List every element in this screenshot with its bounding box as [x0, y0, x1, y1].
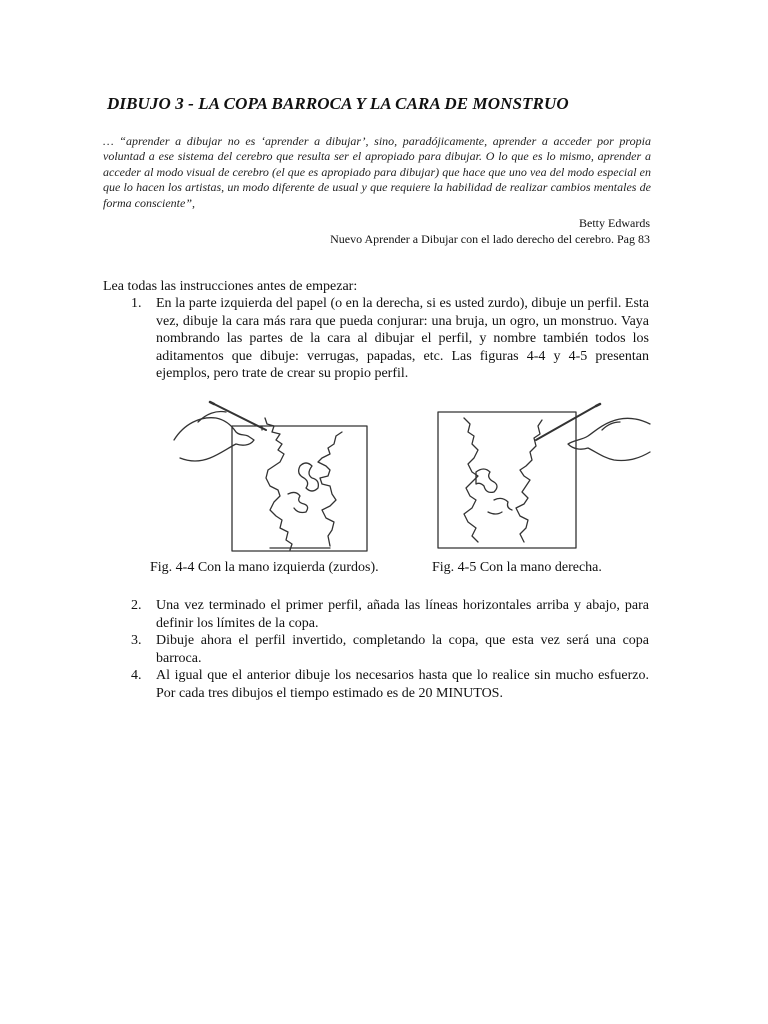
instruction-number: 1. [131, 296, 142, 311]
quote-source: Nuevo Aprender a Dibujar con el lado derecho del cerebro. Pag 83 [330, 232, 650, 246]
instruction-number: 3. [131, 633, 142, 648]
instruction-text: Una vez terminado el primer perfil, añada las líneas horizontales arriba y abajo, para definir los límites de la copa. [156, 598, 649, 631]
instruction-item [103, 632, 649, 667]
monster-profile [265, 418, 292, 550]
instructions-intro: Lea todas las instrucciones antes de empezar: [103, 279, 358, 294]
figure-right-hand-drawing [432, 400, 654, 552]
instruction-text: En la parte izquierda del papel (o en la derecha, si es usted zurdo), dibuje un perfil. Esta vez, dibuje la cara más rara que pueda conjurar: una bruja, un ogro, un monstruo. Vaya nombrando las partes de la cara al dibujar el perfil, y nombre también todos los aditamentos que dibuje: verrugas, papadas, etc. Las figuras 4-4 y 4-5 presentan ejemplos, pero trate de crear su propio perfil. [156, 296, 649, 381]
hand-outline [174, 418, 254, 461]
instructions-list-continued [103, 597, 649, 702]
instruction-item [103, 667, 649, 702]
document-title: DIBUJO 3 - LA COPA BARROCA Y LA CARA DE MONSTRUO [107, 94, 569, 113]
instruction-number: 4. [131, 668, 142, 683]
instruction-text: Dibuje ahora el perfil invertido, completando la copa, que esta vez será una copa barroca. [156, 633, 649, 666]
figure-caption: Fig. 4-4 Con la mano izquierda (zurdos). [150, 560, 379, 575]
instruction-item [103, 295, 649, 383]
epigraph-quote: … “aprender a dibujar no es ‘aprender a dibujar’, sino, paradójicamente, aprender a acceder por propia voluntad a ese sistema del cerebro que resulta ser el apropiado para dibujar. O lo que es lo mismo, aprender a acceder al modo visual de cerebro (el que es apropiado para dibujar) que hace que uno vea del modo especial en que lo hacen los artistas, un modo diferente de usual y que requiere la habilidad de realizar cambios mentales de forma consciente”, [103, 134, 651, 210]
quote-author: Betty Edwards [579, 216, 650, 230]
pencil [536, 406, 596, 440]
instruction-number: 2. [131, 598, 142, 613]
instruction-text: Al igual que el anterior dibuje los necesarios hasta que lo realice sin mucho esfuerzo. Por cada tres dibujos el tiempo estimado es de 20 MINUTOS. [156, 668, 649, 701]
instruction-item [103, 597, 649, 632]
paper-outline [232, 426, 367, 551]
paper-outline [438, 412, 576, 548]
instructions-list [103, 295, 649, 383]
figure-left-hand-drawing [170, 396, 400, 556]
figure-caption: Fig. 4-5 Con la mano derecha. [432, 560, 602, 575]
